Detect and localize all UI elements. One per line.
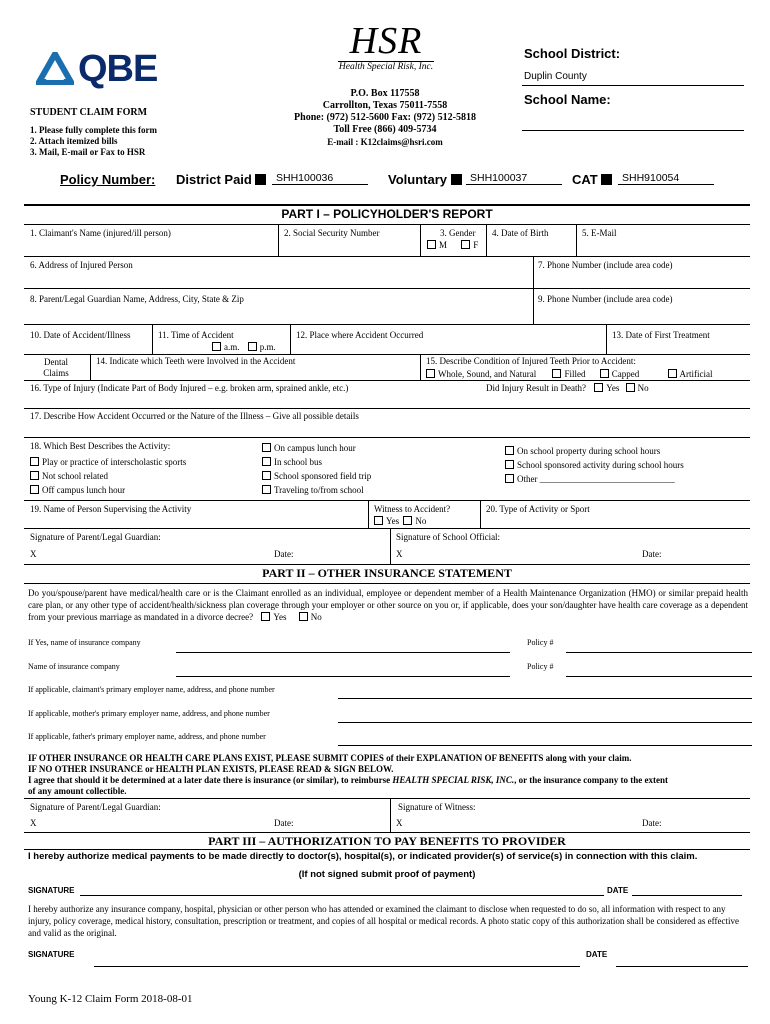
address-line: P.O. Box 117558 <box>350 88 420 99</box>
parent-signature2-date[interactable]: Date: <box>274 818 294 828</box>
claimant-employer-field[interactable] <box>338 698 752 699</box>
accident-time-label: 11. Time of Accident <box>158 330 234 340</box>
witness-signature-x[interactable]: X <box>396 818 403 828</box>
guardian-phone-field[interactable]: 9. Phone Number (include area code) <box>538 294 673 304</box>
address-field[interactable]: 6. Address of Injured Person <box>30 260 133 270</box>
district-paid-policy[interactable]: SHH100036 <box>272 172 368 185</box>
school-signature-label: Signature of School Official: <box>396 532 501 542</box>
phone-field[interactable]: 7. Phone Number (include area code) <box>538 260 673 270</box>
insurance-company2-field[interactable] <box>176 676 510 677</box>
school-name-field[interactable] <box>522 130 744 131</box>
whole-checkbox[interactable] <box>426 369 435 378</box>
activity-type-field[interactable]: 20. Type of Activity or Sport <box>486 504 590 514</box>
part1-title: PART I – POLICYHOLDER'S REPORT <box>281 207 493 221</box>
insurance-company-field[interactable] <box>176 652 510 653</box>
voluntary-label: Voluntary <box>388 172 465 187</box>
accident-description-field[interactable]: 17. Describe How Accident Occurred or the Nature of the Illness – Give all possible details <box>30 411 359 421</box>
signature2-field[interactable] <box>94 966 580 967</box>
activity-checkbox[interactable] <box>30 485 39 494</box>
school-signature-x[interactable]: X <box>396 549 403 559</box>
school-district-label: School District: <box>524 46 621 61</box>
capped-checkbox[interactable] <box>600 369 609 378</box>
father-employer-field[interactable] <box>338 745 752 746</box>
gender-options: M F <box>427 240 478 250</box>
pm-checkbox[interactable] <box>248 342 257 351</box>
address-line: Phone: (972) 512-5600 Fax: (972) 512-5818 <box>294 112 476 123</box>
qbe-logo <box>36 50 160 94</box>
dob-field[interactable]: 4. Date of Birth <box>492 228 549 238</box>
insurance-company2-label: Name of insurance company <box>28 662 120 671</box>
email-field[interactable]: 5. E-Mail <box>582 228 617 238</box>
activity-col1: Play or practice of interscholastic sports Not school related Off campus lunch hour <box>30 455 186 497</box>
date-label: DATE <box>607 886 629 895</box>
form-title: STUDENT CLAIM FORM <box>30 107 148 118</box>
other-insurance-question: Do you/spouse/parent have medical/health care or is the Claimant enrolled as an individual, employee or dependent member of a Health Maintenance Organization (HMO) or similar prepaid health care plan, or any other type of accident/health/sickness plan coverage through your employer or other source on you or, if applicable, does your son/daughter have health care coverage as a dependent from your previous marriage as mandated in a divorce decree? Yes No <box>28 588 748 622</box>
witness-yes-checkbox[interactable] <box>374 516 383 525</box>
father-employer-label: If applicable, father's primary employer name, address, and phone number <box>28 732 266 741</box>
accident-date-field[interactable]: 10. Date of Accident/Illness <box>30 330 131 340</box>
teeth-involved-field[interactable]: 14. Indicate which Teeth were Involved in the Accident <box>96 356 296 366</box>
policy2-label: Policy # <box>527 662 554 671</box>
parent-signature-x[interactable]: X <box>30 549 37 559</box>
death-question: Did Injury Result in Death? Yes No <box>486 383 649 393</box>
instructions <box>30 125 157 158</box>
time-options: a.m. p.m. <box>212 342 276 352</box>
witness-no-checkbox[interactable] <box>403 516 412 525</box>
mother-employer-field[interactable] <box>338 722 752 723</box>
activity-col3: On school property during school hours School sponsored activity during school hours Other ______________________________ <box>505 444 684 486</box>
activity-checkbox[interactable] <box>505 460 514 469</box>
policy-field[interactable] <box>566 652 752 653</box>
parent-signature2-label: Signature of Parent/Legal Guardian: <box>30 802 161 812</box>
policy-label: Policy # <box>527 638 554 647</box>
witness-signature-label: Signature of Witness: <box>398 802 476 812</box>
ssn-field[interactable]: 2. Social Security Number <box>284 228 380 238</box>
activity-checkbox[interactable] <box>262 471 271 480</box>
gender-m-checkbox[interactable] <box>427 240 436 249</box>
injury-type-field[interactable]: 16. Type of Injury (Indicate Part of Body Injured – e.g. broken arm, sprained ankle, etc.) <box>30 383 349 393</box>
policy-number-label: Policy Number: <box>60 172 156 187</box>
policy2-field[interactable] <box>566 676 752 677</box>
address-line: Toll Free (866) 409-5734 <box>333 124 437 135</box>
witness-question: Witness to Accident? Yes No <box>374 504 451 526</box>
activity-checkbox[interactable] <box>262 443 271 452</box>
voluntary-policy[interactable]: SHH100037 <box>466 172 562 185</box>
dental-claims-label: Dental Claims <box>43 357 69 378</box>
address-line: E-mail : K12claims@hsri.com <box>327 137 443 147</box>
accident-place-field[interactable]: 12. Place where Accident Occurred <box>296 330 424 340</box>
artificial-checkbox[interactable] <box>668 369 677 378</box>
disclosure-authorization: I hereby authorize any insurance company, hospital, physician or other person who has attended or examined the claimant to disclose when requested to do so, all information with respect to any injury, policy coverage, medical history, consultation, prescription or treatment, and copies of all hospital or medical records. A photo static copy of this authorization shall be considered as effective and valid as the original. <box>28 904 739 938</box>
qbe-wordmark: QBE <box>78 48 158 90</box>
death-yes-checkbox[interactable] <box>594 383 603 392</box>
insurance-company-label: If Yes, name of insurance company <box>28 638 141 647</box>
part3-title: PART III – AUTHORIZATION TO PAY BENEFITS TO PROVIDER <box>208 834 566 848</box>
hsr-address <box>260 88 510 148</box>
signature-label: SIGNATURE <box>28 886 75 895</box>
claimant-employer-label: If applicable, claimant's primary employer name, address, and phone number <box>28 685 275 694</box>
supervisor-field[interactable]: 19. Name of Person Supervising the Activity <box>30 504 192 514</box>
am-checkbox[interactable] <box>212 342 221 351</box>
other-insurance-yes-checkbox[interactable] <box>261 612 270 621</box>
school-district-field[interactable]: Duplin County <box>524 71 587 82</box>
activity-col2: On campus lunch hour In school bus School sponsored field trip Traveling to/from school <box>262 441 371 497</box>
first-treatment-field[interactable]: 13. Date of First Treatment <box>612 330 710 340</box>
instruction-step: 1. Please fully complete this form <box>30 125 157 135</box>
form-footer: Young K-12 Claim Form 2018-08-01 <box>28 993 193 1005</box>
signature-field[interactable] <box>80 895 604 896</box>
qbe-logo-icon <box>36 52 74 90</box>
school-signature-date[interactable]: Date: <box>642 549 662 559</box>
signature2-label: SIGNATURE <box>28 950 75 959</box>
instruction-step: 3. Mail, E-mail or Fax to HSR <box>30 147 146 157</box>
voluntary-checkbox[interactable] <box>451 174 462 185</box>
activity-checkbox[interactable] <box>505 446 514 455</box>
activity-checkbox[interactable] <box>505 474 514 483</box>
activity-checkbox[interactable] <box>30 457 39 466</box>
other-insurance-no-checkbox[interactable] <box>299 612 308 621</box>
teeth-condition-label: 15. Describe Condition of Injured Teeth Prior to Accident: <box>426 356 636 366</box>
cat-policy[interactable]: SHH910054 <box>618 172 714 185</box>
activity-label: 18. Which Best Describes the Activity: <box>30 441 171 451</box>
instruction-step: 2. Attach itemized bills <box>30 136 118 146</box>
other-insurance-notice: IF OTHER INSURANCE OR HEALTH CARE PLANS EXIST, PLEASE SUBMIT COPIES of their EXPLANATION OF BENEFITS along with your claim. IF NO OTHER INSURANCE or HEALTH PLAN EXISTS, PLEASE READ & SIGN BELOW. I agree that should it be determined at a later date there is insurance (or similar), to reimburse HEALTH SPECIAL RISK, INC., or the insurance company to the extent of any amount collectible. <box>28 753 668 796</box>
district-paid-checkbox[interactable] <box>255 174 266 185</box>
mother-employer-label: If applicable, mother's primary employer name, address, and phone number <box>28 709 270 718</box>
date2-field[interactable] <box>616 966 748 967</box>
death-no-checkbox[interactable] <box>626 383 635 392</box>
authorization-statement: I hereby authorize medical payments to be made directly to doctor(s), hospital(s), or indicated provider(s) of service(s) in connection with this claim. <box>28 851 698 862</box>
claimant-name-field[interactable]: 1. Claimant's Name (injured/ill person) <box>30 228 171 238</box>
parent-signature2-x[interactable]: X <box>30 818 37 828</box>
teeth-condition-options: Whole, Sound, and Natural Filled Capped Artificial <box>426 369 713 379</box>
school-name-label: School Name: <box>524 92 611 107</box>
hsr-wordmark: HSR <box>349 20 423 62</box>
guardian-field[interactable]: 8. Parent/Legal Guardian Name, Address, City, State & Zip <box>30 294 244 304</box>
cat-checkbox[interactable] <box>601 174 612 185</box>
date2-label: DATE <box>586 950 608 959</box>
witness-signature-date[interactable]: Date: <box>642 818 662 828</box>
part2-title: PART II – OTHER INSURANCE STATEMENT <box>262 566 512 580</box>
activity-checkbox[interactable] <box>262 457 271 466</box>
activity-checkbox[interactable] <box>262 485 271 494</box>
district-paid-label: District Paid <box>176 172 269 187</box>
date-field[interactable] <box>632 895 742 896</box>
gender-f-checkbox[interactable] <box>461 240 470 249</box>
hsr-logo <box>332 22 440 80</box>
parent-signature-label: Signature of Parent/Legal Guardian: <box>30 532 161 542</box>
proof-of-payment-note: (If not signed submit proof of payment) <box>298 869 476 880</box>
activity-checkbox[interactable] <box>30 471 39 480</box>
cat-label: CAT <box>572 172 615 187</box>
hsr-tagline: Health Special Risk, Inc. <box>338 62 434 72</box>
filled-checkbox[interactable] <box>552 369 561 378</box>
parent-signature-date[interactable]: Date: <box>274 549 294 559</box>
address-line: Carrollton, Texas 75011-7558 <box>322 100 448 111</box>
gender-label: 3. Gender <box>440 228 476 238</box>
